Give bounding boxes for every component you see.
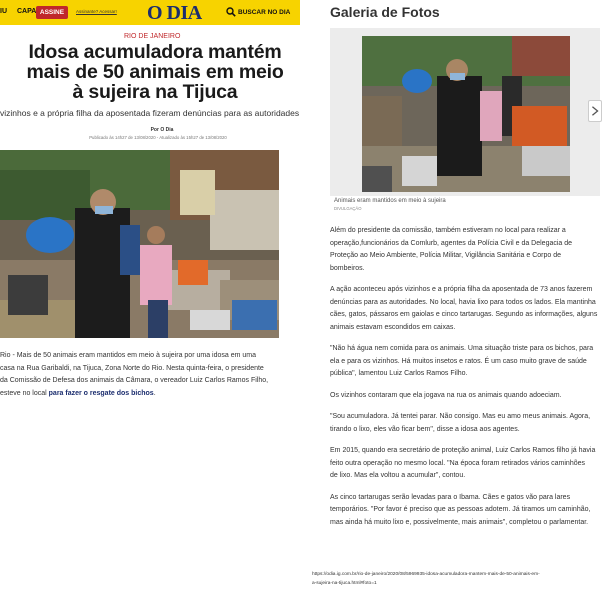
photo-gallery <box>330 28 600 196</box>
paragraph <box>330 445 600 483</box>
body-line: cães, gatos, pássaros em gaiolas e cinco tartarugas. Segundo as informações, alguns <box>330 311 598 318</box>
headline-line: mais de 50 animais em meio <box>26 61 284 83</box>
body-line: feito outra operação no mesmo local. "Na época foram retirados vários caminhões <box>330 459 586 467</box>
body-line: Os vizinhos contaram que ela jogava na rua os animais quando adoeciam. <box>330 391 562 399</box>
body-line: Além do presidente da comissão, também estiveram no local para realizar a <box>330 227 566 234</box>
headline-line: Idosa acumuladora mantém <box>28 41 282 63</box>
paragraph <box>330 411 600 436</box>
page-url <box>312 570 602 588</box>
article-page <box>0 0 300 600</box>
rescue-link[interactable]: para fazer o resgate dos bichos <box>48 389 154 397</box>
site-header <box>0 0 300 25</box>
subscribe-button[interactable]: ASSINE <box>36 6 68 19</box>
photo-caption: Animais eram mantidos em meio à sujeira <box>334 198 446 204</box>
body-line: pública", lamentou Luiz Carlos Ramos Filho. <box>330 370 468 377</box>
gallery-page <box>312 0 600 600</box>
body-line: Proteção ao Meio Ambiente, Polícia Militar, Vigilância Sanitária e Corpo de <box>330 252 561 259</box>
article-photo[interactable] <box>0 150 279 338</box>
body-line <box>0 388 295 401</box>
body-line: operação,funcionários da Comlurb, agentes da Polícia Civil e da Delegacia de <box>330 239 573 247</box>
article-dates: Publicado às 14h27 de 13/08/2020 - Atualizado às 15h27 de 13/08/2020 <box>89 135 227 140</box>
nav-item-capa[interactable]: CAPA <box>17 8 37 15</box>
article-headline <box>20 42 290 102</box>
body-line: bombeiros. <box>330 264 365 272</box>
body-line-text: esteve no local <box>0 389 49 397</box>
body-line: Rio - Mais de 50 animais eram mantidos em meio à sujeira por uma idosa em uma <box>0 352 256 359</box>
body-line: "Sou acumuladora. Já tentei parar. Não consigo. Mas eu amo meus animais. Agora, <box>330 413 591 420</box>
article-body <box>0 350 295 400</box>
chevron-right-icon[interactable] <box>588 100 602 122</box>
article-body-continued <box>330 225 600 538</box>
site-logo[interactable]: O DIA <box>147 2 202 24</box>
body-line: "Não há água nem comida para os animais. Uma situação triste para os bichos, para <box>330 345 594 352</box>
body-line: Em 2015, quando era secretário de proteção animal, Luiz Carlos Ramos filho já havia <box>330 447 596 454</box>
paragraph <box>330 492 600 530</box>
article-byline: Por O Dia <box>150 127 174 133</box>
paragraph <box>330 284 600 334</box>
body-line: tirando o lixo, eles vão ficar bem", disse a idosa aos agentes. <box>330 425 520 433</box>
paragraph <box>330 390 600 403</box>
page-gap <box>300 0 330 600</box>
photo-credit: DIVULGAÇÃO <box>334 206 362 211</box>
body-line: temporários. "Por favor é preciso que as pessoas adotem. Já tiramos um caminhão, <box>330 506 591 513</box>
body-line: ela e para os vizinhos. Há muitos insetos e ratos. É um caso muito grave de saúde <box>330 357 587 365</box>
paragraph <box>330 225 600 275</box>
body-line: As cinco tartarugas serão levadas para o Ibama. Cães e gatos vão para lares <box>330 493 571 501</box>
headline-line: à sujeira na Tijuca <box>72 81 238 103</box>
account-login-link[interactable]: Assinante? Acessar! <box>76 9 117 14</box>
search-link[interactable]: BUSCAR NO DIA <box>238 9 291 16</box>
section-label[interactable]: RIO DE JANEIRO <box>124 33 181 40</box>
url-line: a-sujeira-na-tijuca.html#foto=1 <box>312 581 377 586</box>
body-line: da Comissão de Defesa dos animais da Câmara, o vereador Luiz Carlos Ramos Filho, <box>0 377 269 384</box>
body-line: denúncias para as autoridades. No local, havia lixo para todos os lados. Ela mantinha <box>330 298 596 306</box>
body-line: A ação aconteceu após vizinhos e a própria filha da aposentada de 73 anos fazerem <box>330 286 593 293</box>
article-subhead: vizinhos e a própria filha da aposentada fizeram denúncias para as autoridades <box>0 108 300 118</box>
nav-item-partial[interactable]: IU <box>0 8 7 15</box>
paragraph <box>330 343 600 381</box>
body-line: casa na Rua Garibaldi, na Tijuca, Zona Norte do Rio. Nesta quinta-feira, o presidente <box>0 364 264 372</box>
url-line: https://odia.ig.com.br/rio-de-janeiro/2020/08/5969935-idosa-acumuladora-mantem-mais-de-50-animais-em- <box>312 572 540 577</box>
body-line-period: . <box>153 389 156 397</box>
body-line: de lixo. Mas ela voltou a acumular", contou. <box>330 472 466 479</box>
gallery-title: Galeria de Fotos <box>330 4 440 20</box>
gallery-photo[interactable] <box>362 36 570 192</box>
body-line: mas ainda há muito lixo e, possivelmente, mais animais", completou o parlamentar. <box>330 518 589 526</box>
search-icon[interactable] <box>226 7 236 17</box>
body-line: animais estavam escondidos em caixas. <box>330 323 456 331</box>
